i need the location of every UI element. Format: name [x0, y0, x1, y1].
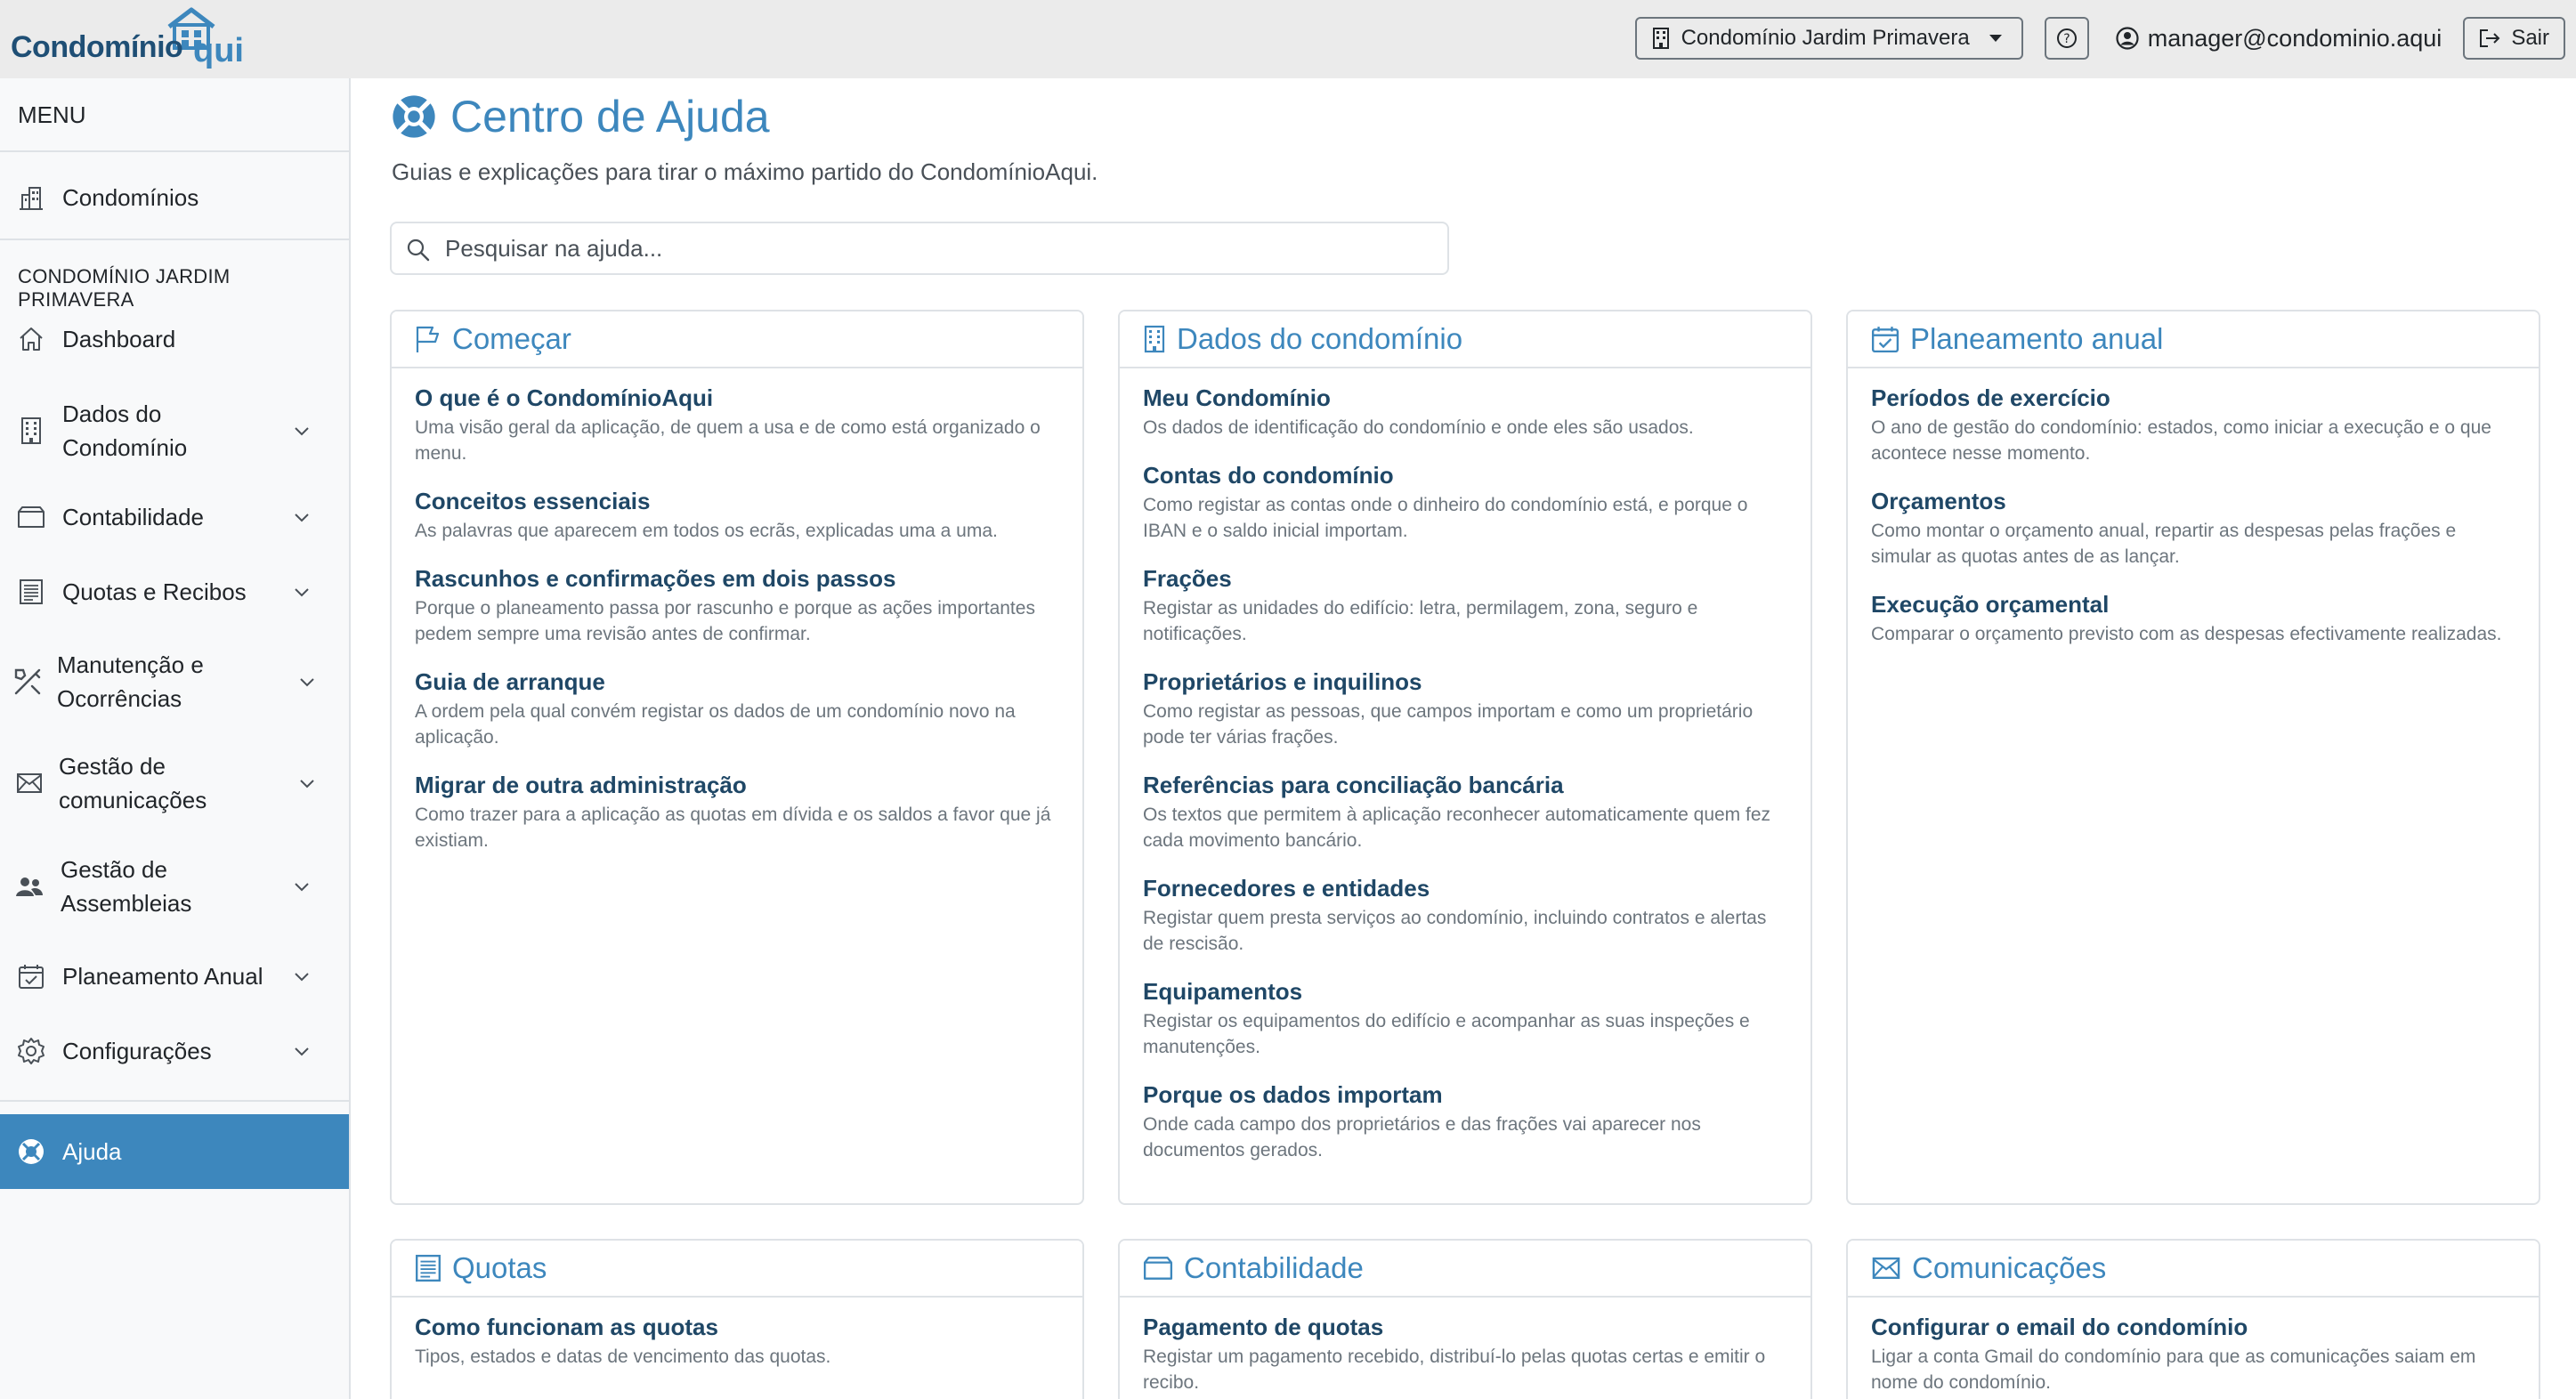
topic-description: Os dados de identificação do condomínio e onde eles são usados. [1143, 417, 1694, 438]
sidebar-item-label: Manutenção e Ocorrências [57, 651, 204, 712]
help-topic [1143, 667, 1787, 750]
topic-link[interactable]: Como funcionam as quotas [415, 1314, 718, 1340]
topic-link[interactable]: Configurar o email do condomínio [1871, 1314, 2248, 1340]
topic-description: Onde cada campo dos proprietários e das frações vai aparecer nos documentos gerados. [1143, 1114, 1701, 1160]
help-card-contabilidade [1118, 1239, 1812, 1399]
help-topic [415, 770, 1059, 853]
help-card-dados-condominio [1118, 310, 1812, 1205]
sidebar-item-label: Dados do Condomínio [62, 400, 188, 461]
sidebar-item-label: Planeamento Anual [62, 963, 263, 990]
user-email: manager@condominio.aqui [2147, 24, 2442, 52]
caret-down-icon [1989, 35, 2002, 42]
topic-link[interactable]: Períodos de exercício [1871, 384, 2110, 411]
sidebar-item-label: Quotas e Recibos [62, 578, 247, 605]
topic-description: Como trazer para a aplicação as quotas em dívida e os saldos a favor que já existiam. [415, 805, 1051, 851]
topic-link[interactable]: Equipamentos [1143, 978, 1303, 1005]
gear-icon [16, 1036, 46, 1066]
card-header [392, 311, 1082, 368]
help-search [390, 222, 1449, 275]
sidebar-item-configuracoes[interactable] [0, 1027, 349, 1075]
help-topic [1871, 383, 2515, 466]
logout-button[interactable] [2463, 17, 2565, 60]
card-header [1120, 1241, 1810, 1298]
sidebar-item-ajuda[interactable] [0, 1114, 349, 1189]
card-body [1848, 1298, 2539, 1395]
help-card-quotas [390, 1239, 1084, 1399]
top-navbar [0, 0, 2576, 78]
tools-icon [12, 667, 43, 697]
condominium-selector-label: Condomínio Jardim Primavera [1681, 26, 1970, 50]
help-topic [1143, 1080, 1787, 1163]
topic-description: Uma visão geral da aplicação, de quem a usa e de como está organizado o menu. [415, 417, 1041, 464]
sidebar-item-label: Configurações [62, 1038, 212, 1064]
envelope-icon [14, 768, 45, 798]
help-topic [415, 1312, 1059, 1370]
sidebar [0, 78, 351, 1399]
lifebuoy-icon [16, 1136, 46, 1167]
building-icon [16, 182, 46, 213]
help-topic [1143, 976, 1787, 1060]
topic-link[interactable]: Orçamentos [1871, 488, 2006, 514]
card-header [392, 1241, 1082, 1298]
sidebar-section-label: CONDOMÍNIO JARDIM PRIMAVERA [18, 265, 231, 311]
card-title: Dados do condomínio [1177, 322, 1463, 355]
help-card-comunicacoes [1846, 1239, 2540, 1399]
search-icon [406, 238, 431, 263]
page-title-text: Centro de Ajuda [450, 92, 770, 142]
page-subtitle: Guias e explicações para tirar o máximo partido do CondomínioAqui. [392, 158, 1098, 185]
help-topic [1143, 460, 1787, 544]
topic-link[interactable]: O que é o CondomínioAqui [415, 384, 714, 411]
divider [0, 150, 349, 152]
sidebar-item-quotas-recibos[interactable] [0, 568, 349, 616]
topic-description: Registar um pagamento recebido, distribuí-lo pelas quotas certas e emitir o recibo. [1143, 1346, 1766, 1393]
sidebar-item-manutencao[interactable] [0, 643, 349, 721]
lifebuoy-icon [390, 93, 438, 141]
calendar-check-icon [16, 961, 46, 991]
chevron-down-icon [292, 421, 312, 441]
brand-accent: qui [193, 32, 244, 69]
divider [0, 1100, 349, 1102]
sidebar-item-label: Condomínios [62, 184, 199, 211]
sidebar-item-dados-condominio[interactable] [0, 392, 349, 470]
calendar-check-icon [1871, 325, 1900, 353]
topic-link[interactable]: Migrar de outra administração [415, 772, 747, 798]
topic-link[interactable]: Fornecedores e entidades [1143, 875, 1430, 902]
wallet-icon [1143, 1255, 1173, 1282]
card-body [1120, 1298, 1810, 1395]
topic-link[interactable]: Frações [1143, 565, 1232, 592]
help-card-comecar [390, 310, 1084, 1205]
topic-link[interactable]: Referências para conciliação bancária [1143, 772, 1564, 798]
flag-icon [415, 325, 441, 353]
sidebar-item-planeamento[interactable] [0, 952, 349, 1000]
card-body [392, 1298, 1082, 1370]
card-header [1848, 1241, 2539, 1298]
topic-description: O ano de gestão do condomínio: estados, como iniciar a execução e o que acontece nesse momento. [1871, 417, 2491, 464]
card-title: Contabilidade [1184, 1251, 1364, 1284]
help-topic [1143, 563, 1787, 647]
sidebar-item-label: Ajuda [62, 1138, 122, 1165]
brand-logo[interactable] [11, 7, 242, 71]
card-header [1848, 311, 2539, 368]
menu-label: MENU [18, 101, 86, 128]
building-icon [1653, 28, 1669, 49]
chevron-down-icon [292, 966, 312, 986]
topic-link[interactable]: Porque os dados importam [1143, 1081, 1443, 1108]
brand-name: Condomínio [11, 30, 183, 64]
card-title: Quotas [452, 1251, 547, 1284]
help-topic [415, 383, 1059, 466]
chevron-down-icon [292, 582, 312, 602]
topic-description: Como registar as contas onde o dinheiro do condomínio está, e porque o IBAN e o saldo inicial importam. [1143, 495, 1748, 541]
sidebar-item-label: Gestão de comunicações [59, 753, 207, 813]
card-body [392, 368, 1082, 853]
sidebar-item-comunicacoes[interactable] [0, 744, 349, 822]
topic-link[interactable]: Rascunhos e confirmações em dois passos [415, 565, 896, 592]
sidebar-item-label: Contabilidade [62, 504, 205, 530]
topic-description: Porque o planeamento passa por rascunho e porque as ações importantes pedem sempre uma revisão antes de confirmar. [415, 598, 1035, 644]
wallet-icon [16, 502, 46, 532]
user-menu[interactable] [2116, 25, 2442, 53]
card-title: Planeamento anual [1910, 322, 2164, 355]
sidebar-item-contabilidade[interactable] [0, 493, 349, 541]
chevron-down-icon [292, 1041, 312, 1061]
help-topic [1143, 383, 1787, 441]
chevron-down-icon [297, 672, 317, 691]
help-topic [1871, 486, 2515, 570]
topic-link[interactable]: Conceitos essenciais [415, 488, 651, 514]
logout-icon [2479, 28, 2500, 48]
building-icon [16, 416, 46, 446]
receipt-icon [16, 577, 46, 607]
help-topic [1143, 873, 1787, 957]
topic-link[interactable]: Contas do condomínio [1143, 462, 1394, 489]
help-topic [415, 563, 1059, 647]
question-circle-icon [2056, 28, 2078, 49]
sidebar-item-label: Gestão de Assembleias [61, 856, 192, 917]
topic-description: Tipos, estados e datas de vencimento das quotas. [415, 1346, 831, 1367]
help-topic [1871, 589, 2515, 647]
topic-description: Como montar o orçamento anual, repartir as despesas pelas frações e simular as quotas antes de as lançar. [1871, 521, 2457, 567]
sidebar-item-label: Dashboard [62, 326, 176, 352]
help-topic [1143, 1312, 1787, 1395]
divider [0, 239, 349, 240]
topic-link[interactable]: Meu Condomínio [1143, 384, 1331, 411]
house-icon [16, 324, 46, 354]
card-header [1120, 311, 1810, 368]
svg-text:?: ? [2062, 32, 2070, 46]
topic-description: Ligar a conta Gmail do condomínio para que as comunicações saiam em nome do condomínio. [1871, 1346, 2476, 1393]
topic-description: Comparar o orçamento previsto com as despesas efectivamente realizadas. [1871, 624, 2502, 644]
help-topic [1871, 1312, 2515, 1395]
search-input[interactable] [445, 230, 1424, 266]
chevron-down-icon [297, 773, 317, 793]
help-topic [415, 486, 1059, 544]
topic-description: Os textos que permitem à aplicação reconhecer automaticamente quem fez cada movimento bancário. [1143, 805, 1771, 851]
topic-description: A ordem pela qual convém registar os dados de um condomínio novo na aplicação. [415, 701, 1016, 748]
people-icon [14, 871, 45, 902]
topic-description: As palavras que aparecem em todos os ecrãs, explicadas uma a uma. [415, 521, 998, 541]
sidebar-item-condominios[interactable] [0, 171, 349, 224]
help-topic [1143, 770, 1787, 853]
help-topic [415, 667, 1059, 750]
topic-description: Registar quem presta serviços ao condomínio, incluindo contratos e alertas de rescisão. [1143, 908, 1767, 954]
topic-link[interactable]: Pagamento de quotas [1143, 1314, 1384, 1340]
topic-description: Como registar as pessoas, que campos importam e como um proprietário pode ter várias frações. [1143, 701, 1754, 748]
page-title [390, 91, 770, 142]
card-body [1120, 368, 1810, 1163]
user-circle-icon [2116, 27, 2139, 50]
help-button[interactable] [2045, 17, 2089, 60]
condominium-selector[interactable] [1635, 17, 2023, 60]
card-title: Começar [452, 322, 571, 355]
topic-link[interactable]: Guia de arranque [415, 668, 605, 695]
topic-link[interactable]: Execução orçamental [1871, 591, 2110, 618]
main-content [351, 78, 2576, 1399]
chevron-down-icon [292, 507, 312, 527]
card-body [1848, 368, 2539, 647]
building-icon [1143, 325, 1166, 353]
navbar-actions [1635, 16, 2565, 61]
sidebar-item-assembleias[interactable] [0, 847, 349, 926]
help-card-planeamento [1846, 310, 2540, 1205]
sidebar-item-dashboard[interactable] [0, 315, 349, 363]
topic-description: Registar as unidades do edifício: letra, permilagem, zona, seguro e notificações. [1143, 598, 1698, 644]
card-title: Comunicações [1912, 1251, 2107, 1284]
receipt-icon [415, 1254, 441, 1282]
logout-label: Sair [2511, 26, 2549, 50]
topic-description: Registar os equipamentos do edifício e acompanhar as suas inspeções e manutenções. [1143, 1011, 1750, 1057]
envelope-icon [1871, 1257, 1901, 1280]
topic-link[interactable]: Proprietários e inquilinos [1143, 668, 1422, 695]
chevron-down-icon [292, 877, 312, 896]
